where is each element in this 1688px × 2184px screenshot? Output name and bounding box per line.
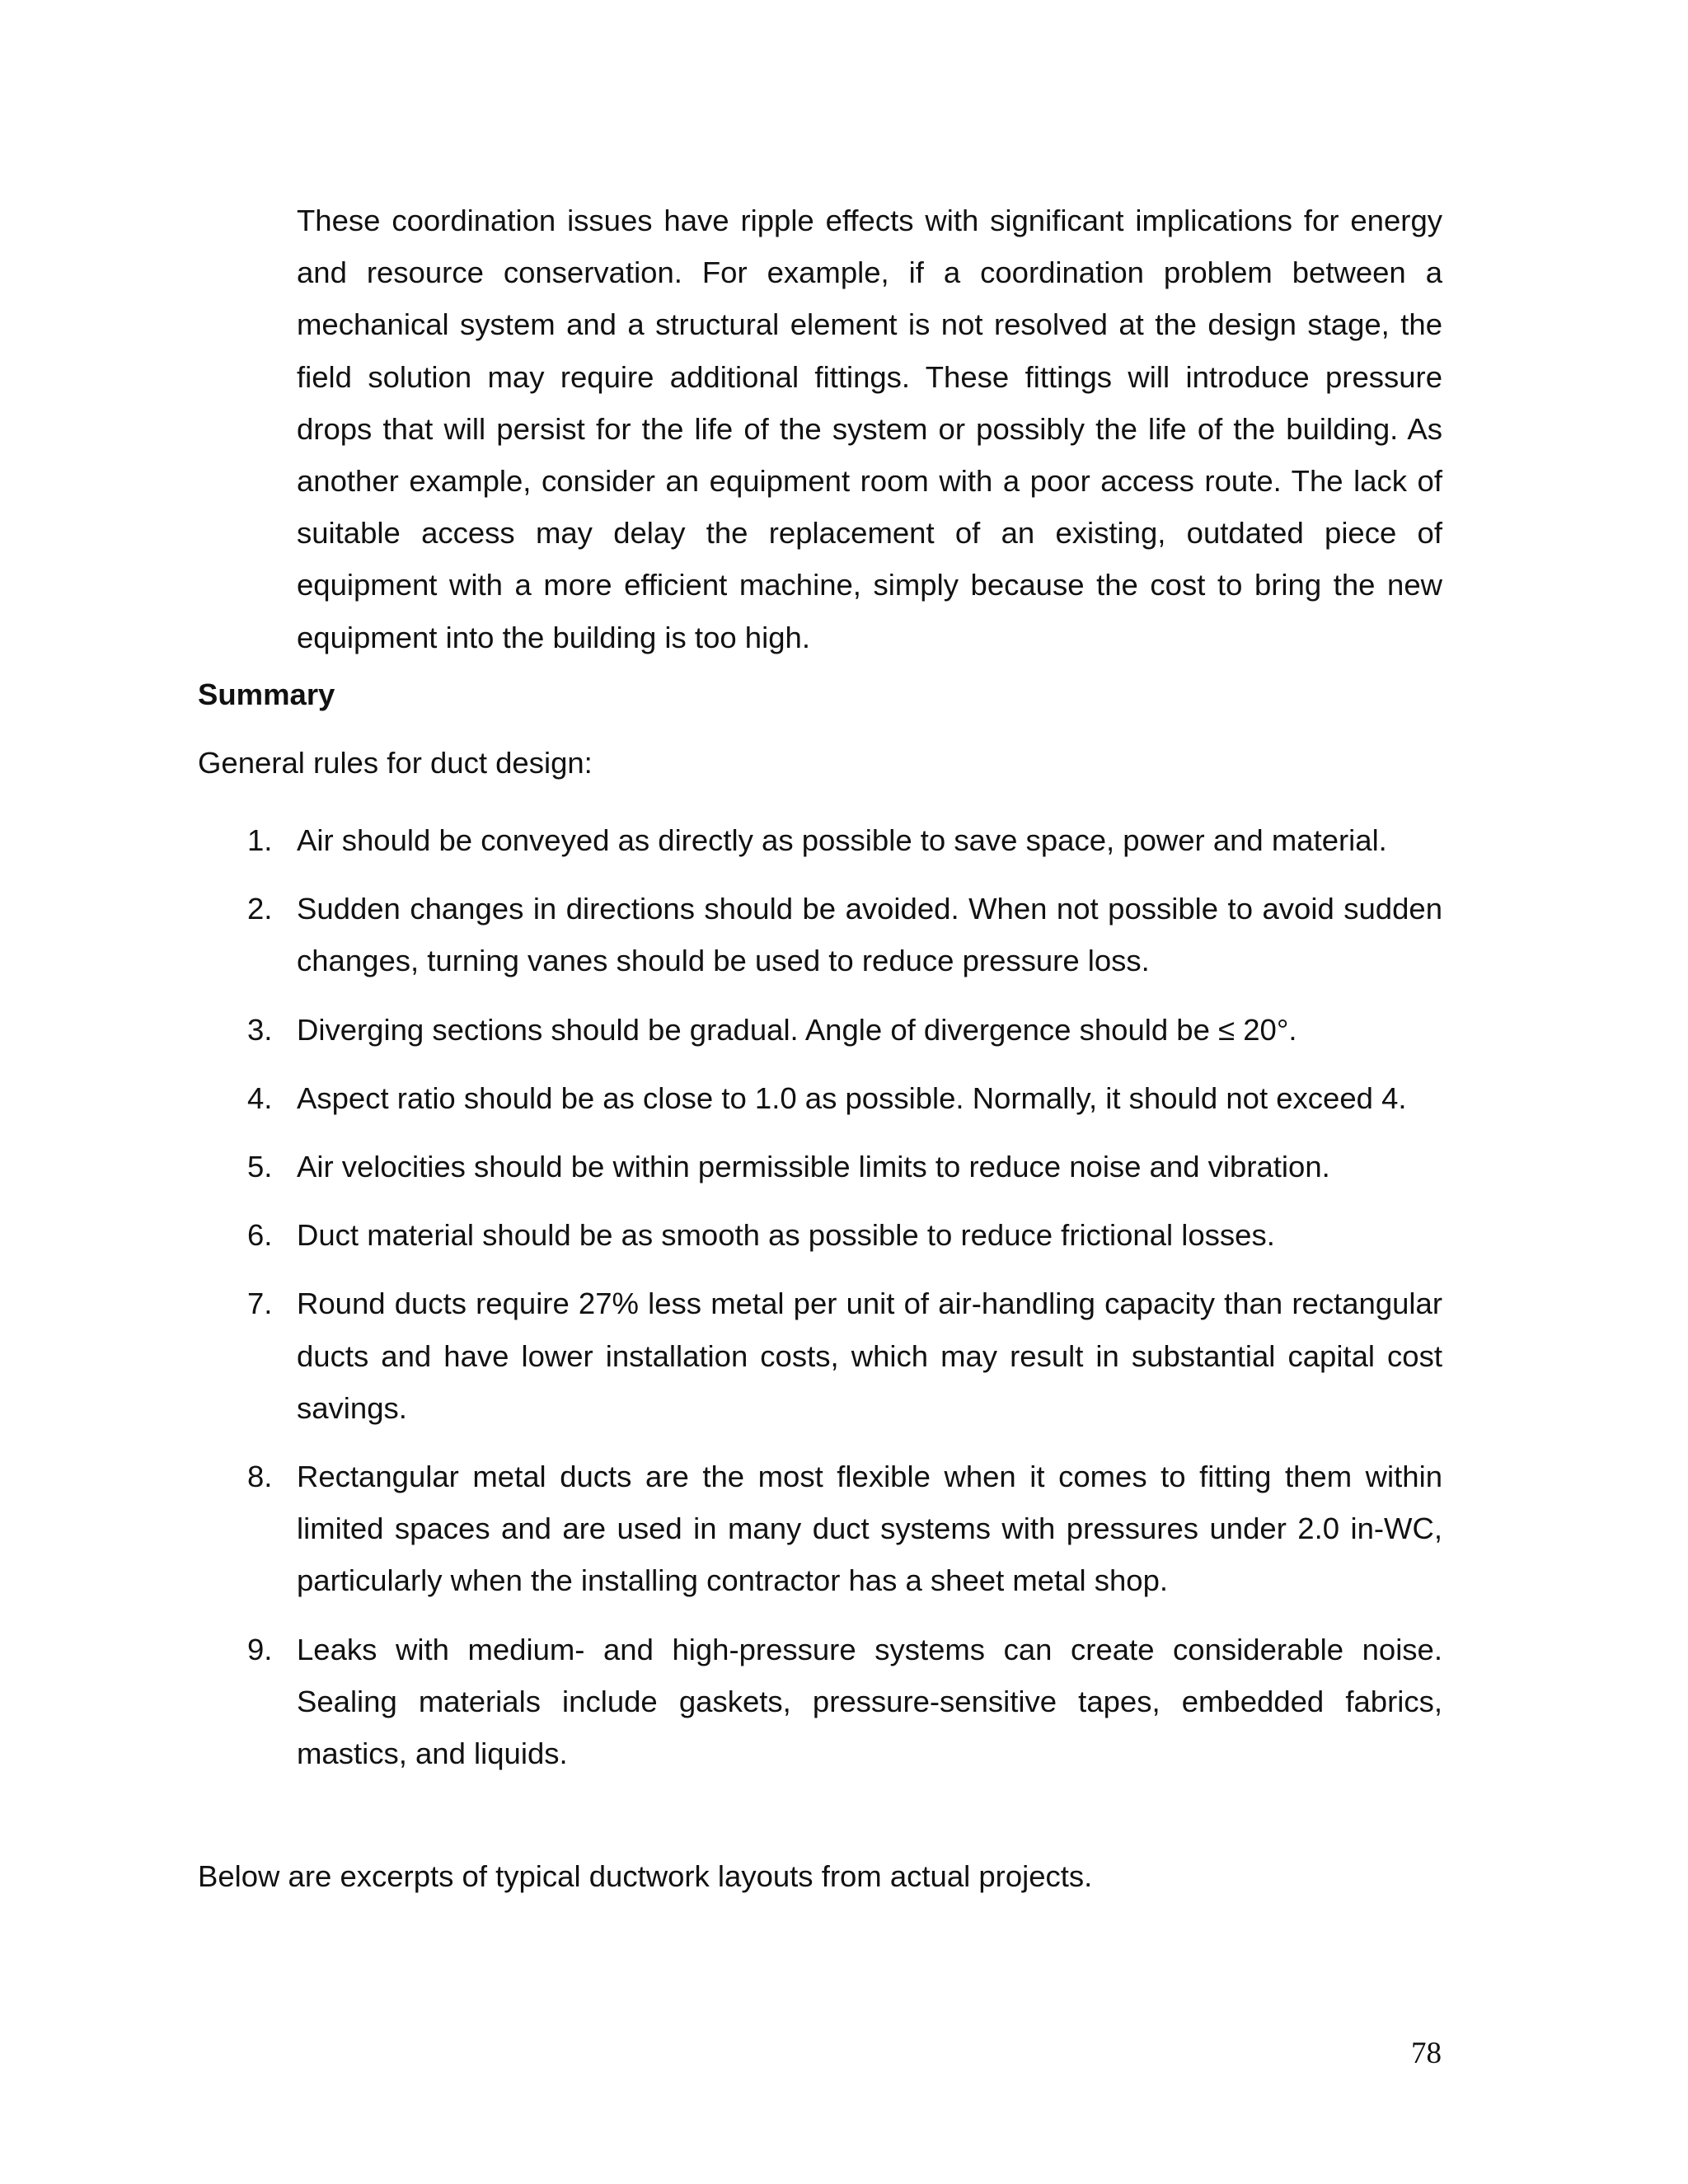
rule-number: 4. <box>247 1080 273 1115</box>
rule-text: Duct material should be as smooth as possible to reduce frictional losses. <box>297 1218 1275 1253</box>
rule-text: Round ducts require 27% less metal per unit of air-handling capacity than rectangular ducts and have lower installation costs, which may result in substantial capital cost savings. <box>297 1286 1442 1425</box>
rule-item-8 <box>247 1451 1442 1607</box>
rules-lead: General rules for duct design: <box>198 746 593 780</box>
rule-text: Air velocities should be within permissible limits to reduce noise and vibration. <box>297 1150 1330 1184</box>
rule-number: 8. <box>247 1460 273 1494</box>
page-number: 78 <box>1411 2036 1442 2070</box>
rule-text: Diverging sections should be gradual. Angle of divergence should be ≤ 20°. <box>297 1012 1297 1047</box>
rule-text: Rectangular metal ducts are the most flexible when it comes to fitting them within limited spaces and are used in many duct systems with pressures under 2.0 in-WC, particularly when the installing contractor has a sheet metal shop. <box>297 1460 1442 1598</box>
rule-item-7 <box>247 1277 1442 1434</box>
rule-item-9 <box>247 1624 1442 1780</box>
rule-number: 7. <box>247 1286 273 1321</box>
rule-item-2 <box>247 883 1442 987</box>
rule-text: Leaks with medium- and high-pressure systems can create considerable noise. Sealing materials include gaskets, pressure-sensitive tapes, embedded fabrics, mastics, and liquids. <box>297 1632 1442 1771</box>
rule-text: Air should be conveyed as directly as possible to save space, power and material. <box>297 823 1387 857</box>
summary-heading: Summary <box>198 677 335 711</box>
rule-number: 1. <box>247 823 273 857</box>
closing-text: Below are excerpts of typical ductwork layouts from actual projects. <box>198 1859 1093 1893</box>
rule-number: 9. <box>247 1632 273 1666</box>
rule-number: 6. <box>247 1218 273 1253</box>
rule-text: Aspect ratio should be as close to 1.0 as possible. Normally, it should not exceed 4. <box>297 1080 1407 1115</box>
rule-item-1 <box>247 814 1442 866</box>
rule-number: 2. <box>247 892 273 926</box>
rule-item-6 <box>247 1209 1442 1261</box>
rule-text: Sudden changes in directions should be avoided. When not possible to avoid sudden changes, turning vanes should be used to reduce pressure loss. <box>297 892 1442 978</box>
rule-item-3 <box>247 1004 1442 1056</box>
duct-design-rules-list <box>247 814 1442 1796</box>
rule-number: 5. <box>247 1150 273 1184</box>
rule-number: 3. <box>247 1012 273 1047</box>
rule-item-4 <box>247 1072 1442 1124</box>
intro-paragraph: These coordination issues have ripple effects with significant implications for energy and resource conservation. For example, if a coordination problem between a mechanical system and a structural element is not resolved at the design stage, the field solution may require additional fittings. These fittings will introduce pressure drops that will persist for the life of the system or possibly the life of the building. As another example, consider an equipment room with a poor access route. The lack of suitable access may delay the replacement of an existing, outdated piece of equipment with a more efficient machine, simply because the cost to bring the new equipment into the building is too high. <box>297 204 1442 654</box>
rule-item-5 <box>247 1141 1442 1193</box>
